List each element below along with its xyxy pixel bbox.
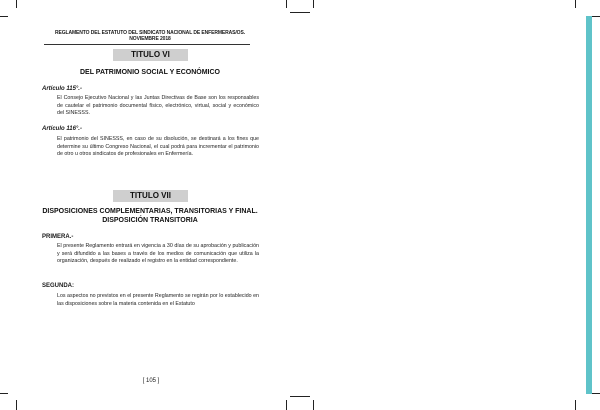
running-header: [50, 30, 250, 42]
article-label: [42, 283, 74, 290]
article-text: El patrimonio del SINESSS, en caso de su disolución, se destinará a los fines que determine su último Congreso Nacional, el cual podrá para incrementar el patrimonio de otro u otros sindicatos de profesionales en Enfermería.: [57, 136, 259, 158]
header-title: REGLAMENTO DEL ESTATUTO DEL SINDICATO NACIONAL DE ENFERMERAS/OS.: [54, 30, 245, 36]
crop-mark: [16, 0, 17, 8]
article-label: [42, 126, 82, 133]
article-label: [42, 234, 73, 241]
section-subtitle-line: DISPOSICIONES COMPLEMENTARIAS, TRANSITORIAS Y FINAL.: [42, 208, 258, 215]
bleed-strip: [586, 16, 592, 394]
section-subtitle: [30, 207, 270, 225]
article-label: [42, 86, 82, 93]
crop-mark: [290, 396, 310, 397]
article-label-text: PRIMERA.-: [42, 234, 74, 240]
crop-mark: [286, 0, 287, 8]
article-text: El presente Reglamento entrará en vigencia a 30 días de su aprobación y publicación y será difundido a las bases a través de los medios de comunicación que utiliza la organización, después de realizado el registro en la entidad correspondiente.: [57, 243, 259, 265]
article-text: Los aspectos no previstos en el presente Reglamento se regirán por lo establecido en las disposiciones sobre la materia contenida en el Estatuto: [57, 293, 259, 307]
section-title-box: TITULO VI: [113, 49, 188, 61]
crop-mark: [313, 0, 314, 8]
crop-mark: [575, 0, 576, 8]
crop-mark: [0, 393, 8, 394]
article-label-text: Artículo 115°.-: [42, 86, 82, 92]
section-subtitle-line: DISPOSICIÓN TRANSITORIA: [102, 217, 198, 224]
crop-mark: [575, 400, 576, 410]
article-text: El Consejo Ejecutivo Nacional y las Juntas Directivas de Base son los responsables de cautelar el patrimonio documental físico, electrónico, virtual, social y económico del SINESSS.: [57, 95, 259, 117]
article-label-text: Artículo 116°.-: [42, 126, 82, 132]
header-date: NOVIEMBRE 2018: [129, 36, 171, 42]
crop-mark: [16, 400, 17, 410]
section-title-box: TITULO VII: [113, 190, 188, 202]
crop-mark: [286, 400, 287, 410]
crop-mark: [0, 16, 8, 17]
header-rule: [44, 44, 250, 45]
article-label-text: SEGUNDA:: [42, 283, 75, 289]
crop-mark: [313, 400, 314, 410]
crop-mark: [290, 12, 310, 13]
section-subtitle: DEL PATRIMONIO SOCIAL Y ECONÓMICO: [79, 69, 220, 76]
page-number: [ 105 ]: [142, 378, 160, 384]
